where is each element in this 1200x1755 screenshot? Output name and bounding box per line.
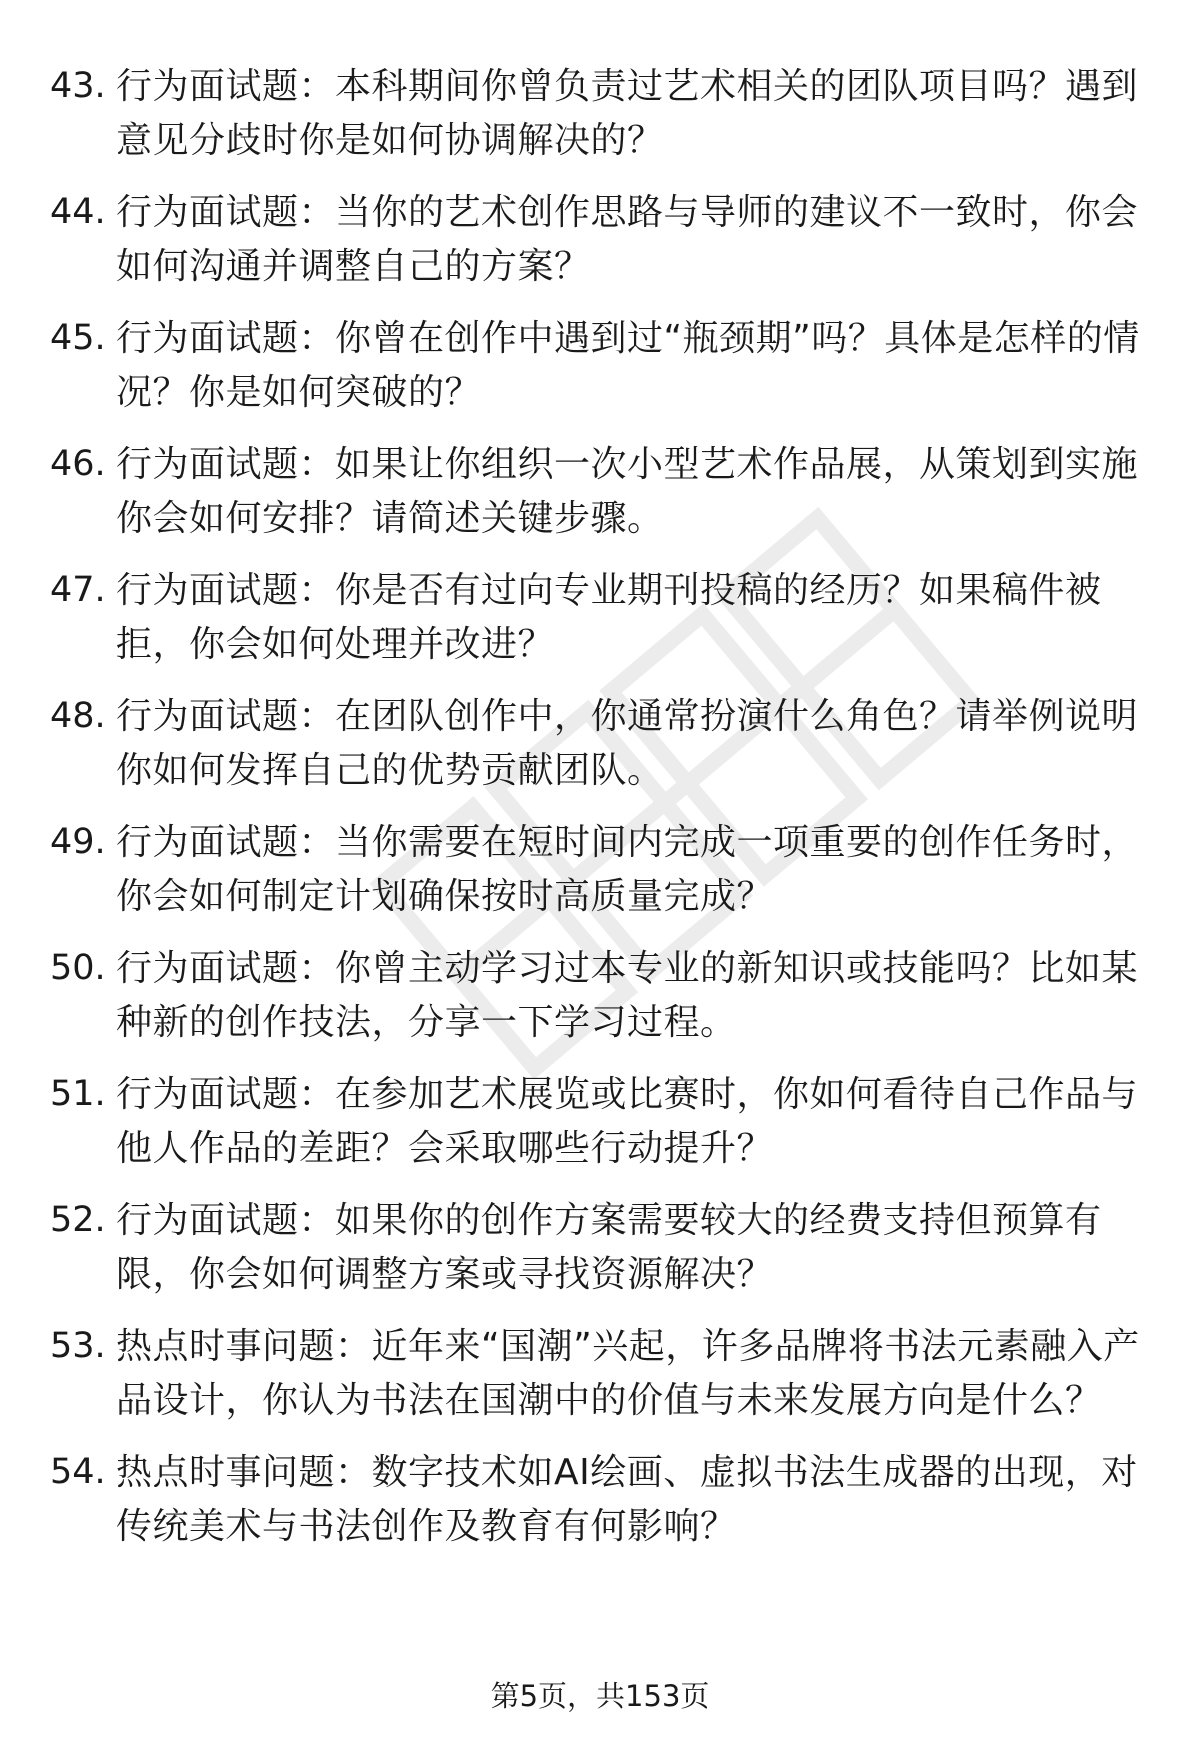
question-item bbox=[0, 1438, 1200, 1564]
question-text: 行为面试题：在团队创作中，你通常扮演什么角色？请举例说明你如何发挥自己的优势贡献团队。 bbox=[116, 696, 1139, 791]
question-text: 行为面试题：在参加艺术展览或比赛时，你如何看待自己作品与他人作品的差距？会采取哪些行动提升？ bbox=[116, 1074, 1139, 1169]
question-number: 44. bbox=[50, 192, 106, 232]
question-number: 51. bbox=[50, 1074, 106, 1114]
question-number: 48. bbox=[50, 696, 106, 736]
question-text: 行为面试题：你是否有过向专业期刊投稿的经历？如果稿件被拒，你会如何处理并改进？ bbox=[116, 570, 1102, 665]
question-text: 行为面试题：你曾主动学习过本专业的新知识或技能吗？比如某种新的创作技法，分享一下学习过程。 bbox=[116, 948, 1139, 1043]
question-number: 43. bbox=[50, 66, 106, 106]
question-number: 54. bbox=[50, 1452, 106, 1492]
question-item bbox=[0, 934, 1200, 1060]
question-item bbox=[0, 1186, 1200, 1312]
page-number-footer: 第5页，共153页 bbox=[490, 1679, 710, 1713]
question-text: 热点时事问题：数字技术如AI绘画、虚拟书法生成器的出现，对传统美术与书法创作及教育有何影响？ bbox=[116, 1452, 1138, 1547]
question-number: 45. bbox=[50, 318, 106, 358]
question-number: 53. bbox=[50, 1326, 106, 1366]
question-text: 行为面试题：当你的艺术创作思路与导师的建议不一致时，你会如何沟通并调整自己的方案？ bbox=[116, 192, 1139, 287]
question-number: 52. bbox=[50, 1200, 106, 1240]
question-item bbox=[0, 178, 1200, 304]
question-text: 行为面试题：如果你的创作方案需要较大的经费支持但预算有限，你会如何调整方案或寻找资源解决？ bbox=[116, 1200, 1102, 1295]
question-text: 热点时事问题：近年来“国潮”兴起，许多品牌将书法元素融入产品设计，你认为书法在国潮中的价值与未来发展方向是什么？ bbox=[116, 1326, 1140, 1421]
question-item bbox=[0, 1060, 1200, 1186]
question-number: 46. bbox=[50, 444, 106, 484]
question-number: 50. bbox=[50, 948, 106, 988]
question-item bbox=[0, 808, 1200, 934]
question-text: 行为面试题：当你需要在短时间内完成一项重要的创作任务时，你会如何制定计划确保按时高质量完成？ bbox=[116, 822, 1139, 917]
question-text: 行为面试题：本科期间你曾负责过艺术相关的团队项目吗？遇到意见分歧时你是如何协调解决的？ bbox=[116, 66, 1139, 161]
question-text: 行为面试题：如果让你组织一次小型艺术作品展，从策划到实施你会如何安排？请简述关键步骤。 bbox=[116, 444, 1139, 539]
question-number: 49. bbox=[50, 822, 106, 862]
question-item bbox=[0, 556, 1200, 682]
question-number: 47. bbox=[50, 570, 106, 610]
question-list bbox=[0, 52, 1200, 1564]
question-item bbox=[0, 1312, 1200, 1438]
question-item bbox=[0, 304, 1200, 430]
question-item bbox=[0, 682, 1200, 808]
question-item bbox=[0, 52, 1200, 178]
question-text: 行为面试题：你曾在创作中遇到过“瓶颈期”吗？具体是怎样的情况？你是如何突破的？ bbox=[116, 318, 1140, 413]
question-item bbox=[0, 430, 1200, 556]
